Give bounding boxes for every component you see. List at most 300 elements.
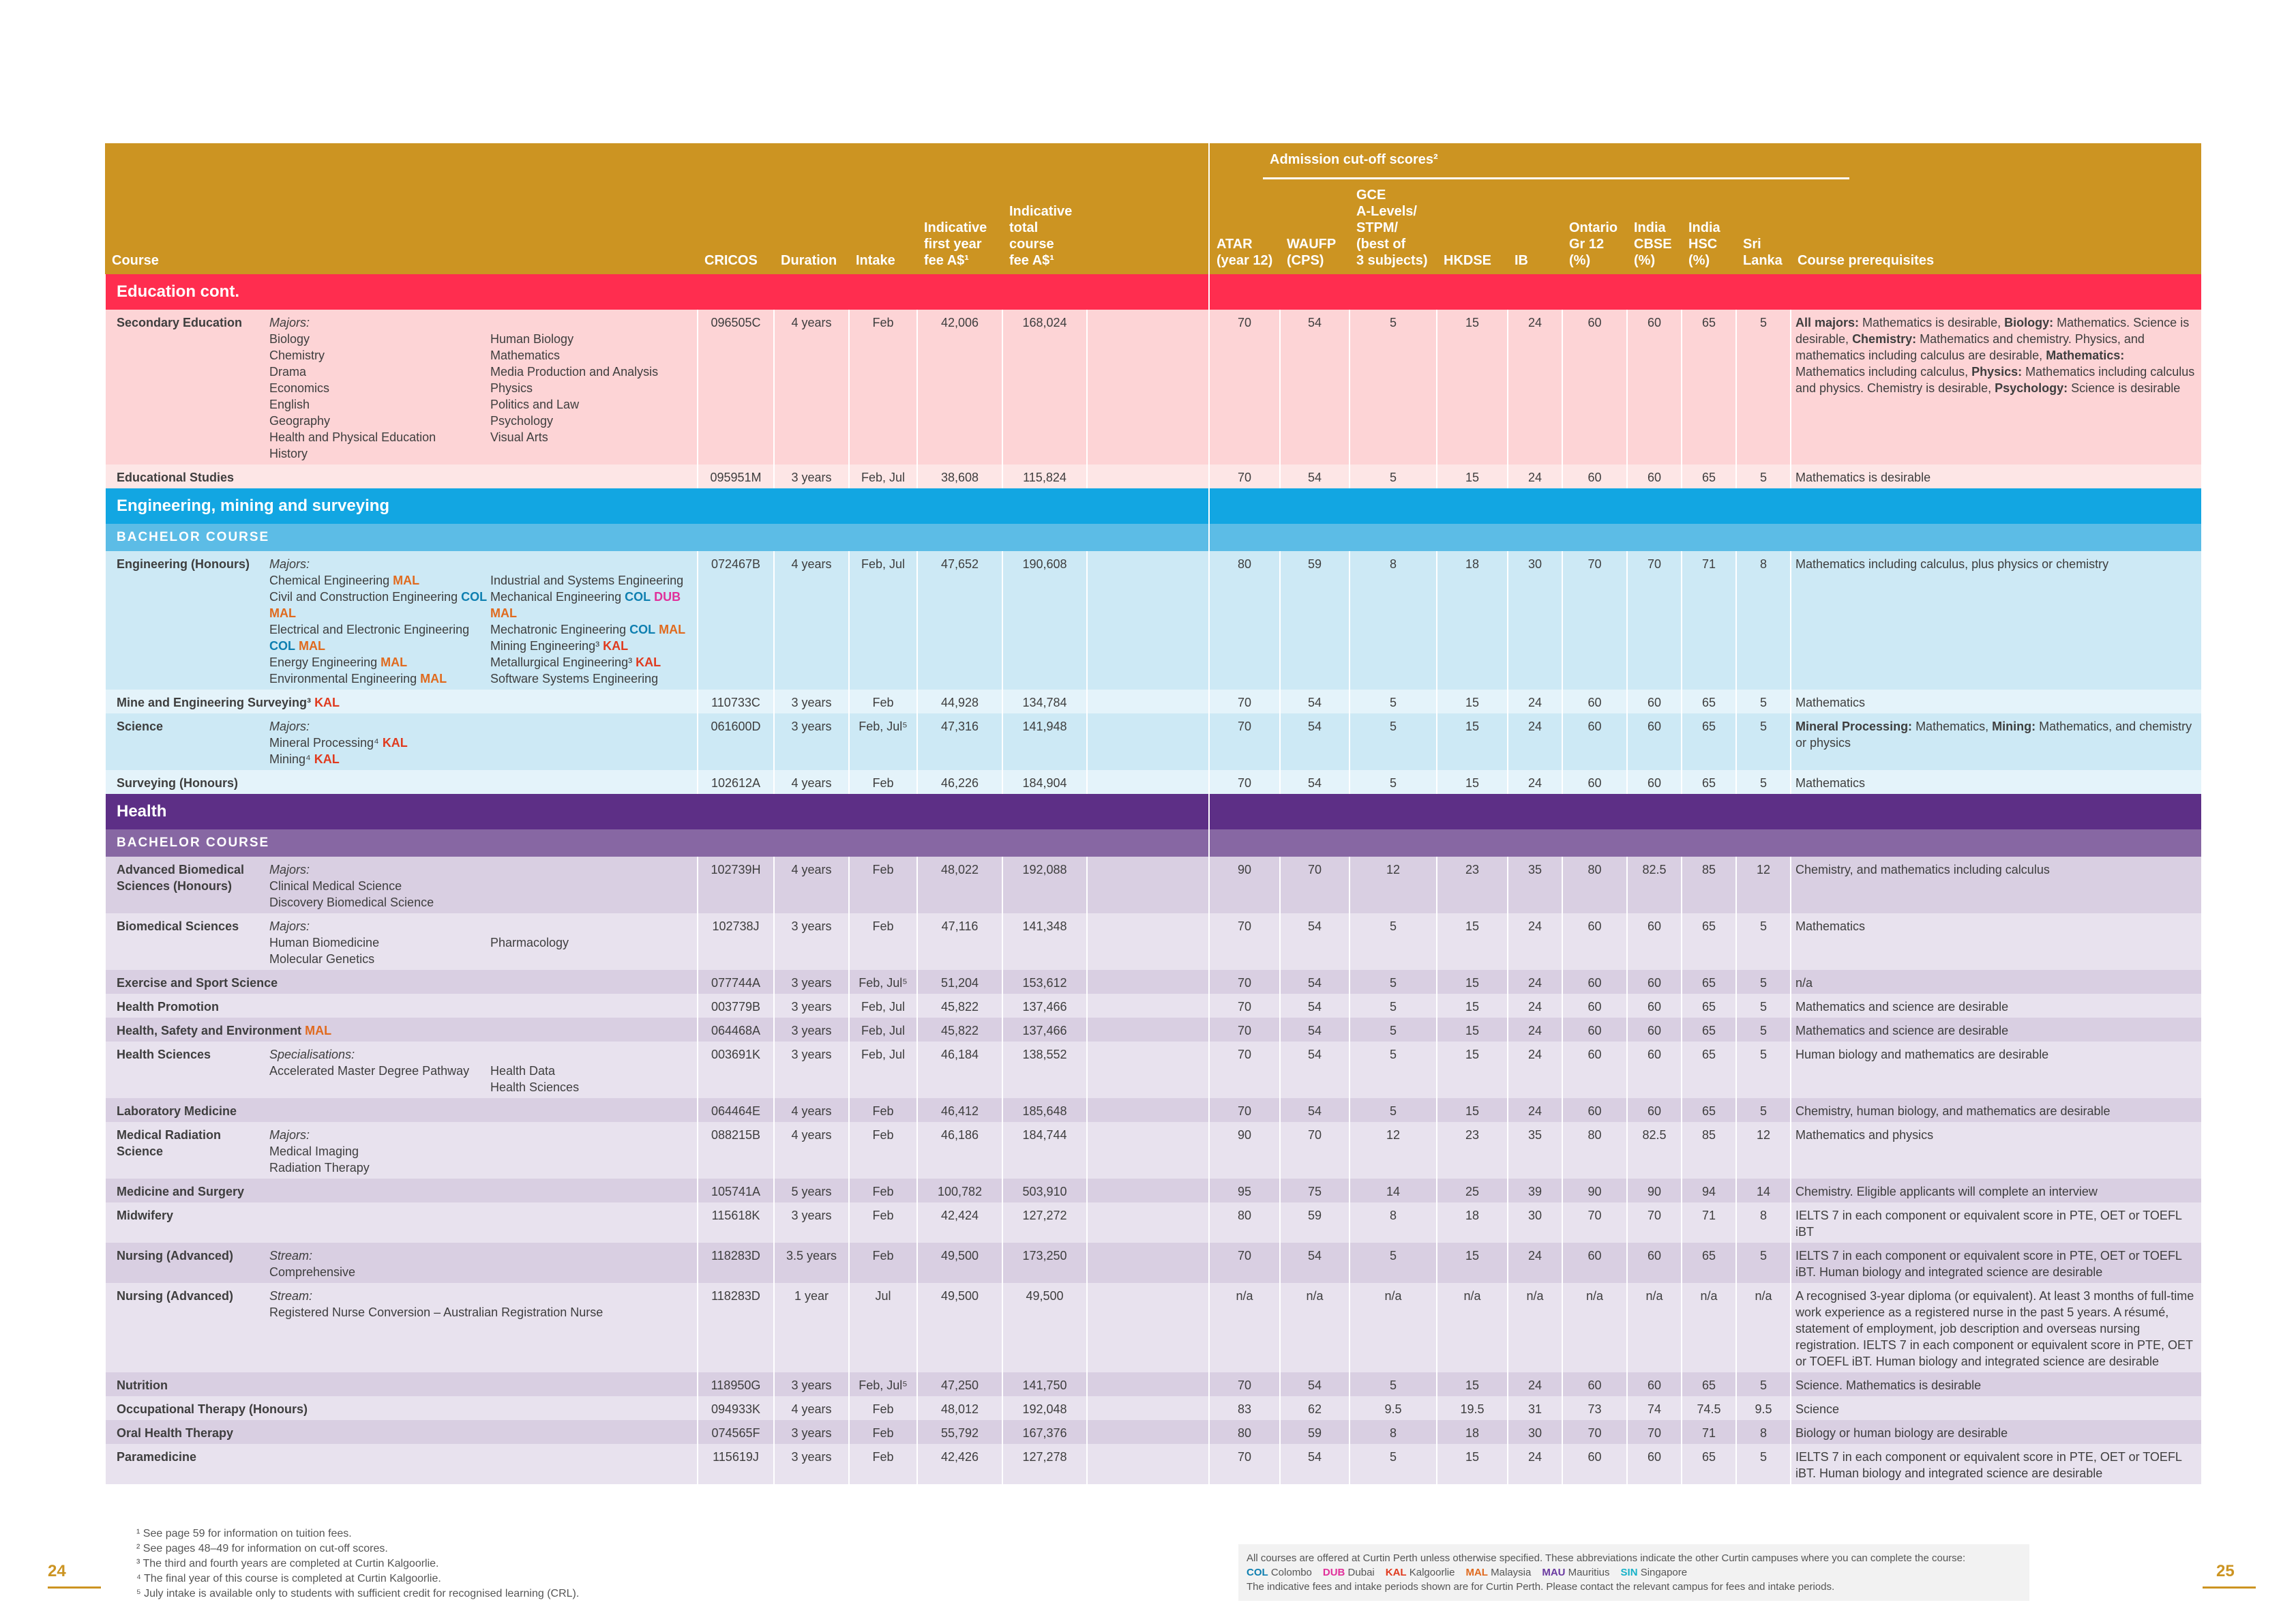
major-item xyxy=(269,751,488,767)
hkdse-score: 15 xyxy=(1437,713,1508,770)
srilanka-score: 5 xyxy=(1736,310,1791,464)
majors-label: Majors: xyxy=(269,316,310,329)
major-name: Mathematics xyxy=(490,349,561,362)
course-name-text: Mine and Engineering Surveying³ xyxy=(117,696,312,709)
campus-tag: COL xyxy=(269,639,295,653)
major-item xyxy=(490,380,695,396)
total-fee-cell: 168,024 xyxy=(1002,310,1087,464)
spacer-cell xyxy=(1087,1179,1209,1202)
gce-score: 5 xyxy=(1350,1372,1437,1396)
cbse-score: 60 xyxy=(1627,1042,1682,1098)
majors-col-b xyxy=(490,1063,695,1095)
course-cell xyxy=(105,1202,698,1243)
atar-score: 70 xyxy=(1209,913,1280,970)
major-item xyxy=(269,878,488,894)
major-item xyxy=(490,589,695,621)
major-item xyxy=(269,934,488,951)
ontario-score: 60 xyxy=(1562,970,1627,994)
footnote: ⁵ July intake is available only to students with sufficient credit for recognised learning (CRL). xyxy=(136,1588,580,1599)
subsection-bachelor: BACHELOR COURSE xyxy=(105,524,2201,551)
col-cbse: India CBSE (%) xyxy=(1627,143,1682,274)
cbse-score: 70 xyxy=(1627,1202,1682,1243)
ontario-score: 60 xyxy=(1562,310,1627,464)
first-fee-cell: 47,116 xyxy=(917,913,1002,970)
waufp-score: 54 xyxy=(1280,970,1350,994)
col-spacer xyxy=(1087,143,1209,274)
course-name-text: Science xyxy=(117,720,164,733)
course-name xyxy=(110,1183,693,1200)
course-name-text: Engineering (Honours) xyxy=(117,557,250,571)
total-fee-cell: 115,824 xyxy=(1002,464,1087,488)
page-number-left: 24 xyxy=(48,1562,66,1580)
course-name-text: Surveying (Honours) xyxy=(117,776,239,790)
prereq-cell: Chemistry, and mathematics including calculus xyxy=(1791,857,2201,913)
majors-col-b xyxy=(490,878,695,911)
srilanka-score: 5 xyxy=(1736,994,1791,1018)
duration-cell: 4 years xyxy=(774,1098,849,1122)
course-cell xyxy=(105,1444,698,1484)
waufp-score: 62 xyxy=(1280,1396,1350,1420)
total-fee-cell: 184,744 xyxy=(1002,1122,1087,1179)
col-prereq: Course prerequisites xyxy=(1791,143,2201,274)
atar-score: 70 xyxy=(1209,1042,1280,1098)
major-item xyxy=(269,1063,488,1079)
intake-cell: Feb xyxy=(849,857,917,913)
campus-tag: DUB xyxy=(1322,1567,1345,1578)
atar-score: 80 xyxy=(1209,1420,1280,1444)
hsc-score: 65 xyxy=(1682,970,1736,994)
intake-cell: Feb, Jul xyxy=(849,1018,917,1042)
atar-score: 70 xyxy=(1209,1018,1280,1042)
majors-label: Stream: xyxy=(269,1249,313,1263)
gce-score: 5 xyxy=(1350,690,1437,713)
course-name-text: Advanced Biomedical Sciences (Honours) xyxy=(117,863,245,893)
ontario-score: 80 xyxy=(1562,857,1627,913)
ontario-score: 60 xyxy=(1562,1018,1627,1042)
cbse-score: 70 xyxy=(1627,551,1682,690)
gce-score: 5 xyxy=(1350,1243,1437,1283)
srilanka-score: 5 xyxy=(1736,690,1791,713)
major-name: Environmental Engineering xyxy=(269,672,417,685)
ontario-score: 60 xyxy=(1562,1444,1627,1484)
duration-cell: 1 year xyxy=(774,1283,849,1372)
admission-label: Admission cut-off scores² xyxy=(1270,152,1438,167)
course-name xyxy=(110,775,693,791)
hsc-score: 74.5 xyxy=(1682,1396,1736,1420)
spacer-cell xyxy=(1087,994,1209,1018)
intake-cell: Feb xyxy=(849,310,917,464)
hsc-score: 65 xyxy=(1682,1042,1736,1098)
total-fee-cell: 141,348 xyxy=(1002,913,1087,970)
cricos-cell: 072467B xyxy=(698,551,774,690)
major-name: Mechanical Engineering xyxy=(490,590,622,604)
hkdse-score: 15 xyxy=(1437,1444,1508,1484)
majors-block xyxy=(265,1288,693,1320)
major-name: Medical Imaging xyxy=(269,1145,359,1158)
course-name-text: Health Promotion xyxy=(117,1000,220,1014)
campus-tag: MAL xyxy=(1465,1567,1488,1578)
first-fee-cell: 47,652 xyxy=(917,551,1002,690)
duration-cell: 3 years xyxy=(774,1372,849,1396)
prereq-cell: Science xyxy=(1791,1396,2201,1420)
course-cell xyxy=(105,857,698,913)
majors-grid xyxy=(269,572,695,687)
cbse-score: 90 xyxy=(1627,1179,1682,1202)
cricos-cell: 061600D xyxy=(698,713,774,770)
intake-cell: Feb xyxy=(849,1098,917,1122)
ontario-score: 80 xyxy=(1562,1122,1627,1179)
cricos-cell: 118950G xyxy=(698,1372,774,1396)
table-row xyxy=(105,1420,2201,1444)
prereq-cell: Chemistry. Eligible applicants will complete an interview xyxy=(1791,1179,2201,1202)
duration-cell: 3 years xyxy=(774,1420,849,1444)
course-name-text: Nutrition xyxy=(117,1378,168,1392)
table-row xyxy=(105,1243,2201,1283)
cbse-score: 60 xyxy=(1627,464,1682,488)
hsc-score: 65 xyxy=(1682,913,1736,970)
total-fee-cell: 184,904 xyxy=(1002,770,1087,794)
hsc-score: 65 xyxy=(1682,1018,1736,1042)
footnote: ¹ See page 59 for information on tuition fees. xyxy=(136,1528,352,1539)
ontario-score: 60 xyxy=(1562,464,1627,488)
gce-score: 9.5 xyxy=(1350,1396,1437,1420)
campus-tag: MAL xyxy=(659,623,686,636)
major-item xyxy=(490,364,695,380)
intake-cell: Feb, Jul xyxy=(849,1042,917,1098)
intake-cell: Feb, Jul⁵ xyxy=(849,970,917,994)
hsc-score: 65 xyxy=(1682,1372,1736,1396)
intake-cell: Jul xyxy=(849,1283,917,1372)
hkdse-score: 15 xyxy=(1437,1042,1508,1098)
major-item xyxy=(269,413,488,429)
course-cell xyxy=(105,1243,698,1283)
campus-tag: SIN xyxy=(1620,1567,1638,1578)
first-fee-cell: 45,822 xyxy=(917,1018,1002,1042)
table-row xyxy=(105,1042,2201,1098)
hsc-score: 65 xyxy=(1682,464,1736,488)
course-cell xyxy=(105,1098,698,1122)
duration-cell: 4 years xyxy=(774,1396,849,1420)
cricos-cell: 074565F xyxy=(698,1420,774,1444)
course-cell xyxy=(105,1122,698,1179)
srilanka-score: 5 xyxy=(1736,1098,1791,1122)
intake-cell: Feb xyxy=(849,690,917,713)
course-cell xyxy=(105,1018,698,1042)
first-fee-cell: 45,822 xyxy=(917,994,1002,1018)
majors-block xyxy=(265,556,695,687)
ontario-score: 73 xyxy=(1562,1396,1627,1420)
majors-col-a xyxy=(269,572,488,687)
intake-cell: Feb xyxy=(849,1243,917,1283)
gce-score: 12 xyxy=(1350,1122,1437,1179)
course-name-text: Health Sciences xyxy=(117,1048,211,1061)
spacer-cell xyxy=(1087,1372,1209,1396)
ontario-score: 70 xyxy=(1562,1202,1627,1243)
major-item xyxy=(269,670,488,687)
major-name: Mineral Processing⁴ xyxy=(269,736,379,750)
total-fee-cell: 190,608 xyxy=(1002,551,1087,690)
campus-legend xyxy=(1247,1565,2021,1580)
ib-score: 24 xyxy=(1508,970,1562,994)
duration-cell: 3 years xyxy=(774,994,849,1018)
major-name: Health and Physical Education xyxy=(269,430,436,444)
duration-cell: 3.5 years xyxy=(774,1243,849,1283)
course-name-text: Nursing (Advanced) xyxy=(117,1289,234,1303)
campus-name: Mauritius xyxy=(1568,1567,1610,1578)
total-fee-cell: 134,784 xyxy=(1002,690,1087,713)
prereq-text: Mathematics and chemistry. Physics, and mathematics including calculus are desirable, xyxy=(1795,332,2145,362)
course-name-text: Medical Radiation Science xyxy=(117,1128,222,1158)
table-row xyxy=(105,1372,2201,1396)
major-item xyxy=(269,396,488,413)
course-cell xyxy=(105,1396,698,1420)
gce-score: 5 xyxy=(1350,1018,1437,1042)
course-name xyxy=(110,314,265,462)
duration-cell: 3 years xyxy=(774,1202,849,1243)
campus-tag: COL xyxy=(629,623,656,636)
atar-score: 90 xyxy=(1209,857,1280,913)
duration-cell: 3 years xyxy=(774,913,849,970)
cbse-score: 60 xyxy=(1627,690,1682,713)
prereq-cell: IELTS 7 in each component or equivalent score in PTE, OET or TOEFL iBT. Human biology and integrated science are desirable xyxy=(1791,1444,2201,1484)
major-item xyxy=(490,347,695,364)
total-fee-cell: 127,278 xyxy=(1002,1444,1087,1484)
gce-score: 5 xyxy=(1350,713,1437,770)
ontario-score: 60 xyxy=(1562,770,1627,794)
waufp-score: 54 xyxy=(1280,1018,1350,1042)
hkdse-score: 15 xyxy=(1437,464,1508,488)
course-name xyxy=(110,1207,693,1224)
duration-cell: 3 years xyxy=(774,464,849,488)
intake-cell: Feb, Jul⁵ xyxy=(849,1372,917,1396)
cricos-cell: 088215B xyxy=(698,1122,774,1179)
spacer-cell xyxy=(1087,1283,1209,1372)
hkdse-score: 15 xyxy=(1437,690,1508,713)
duration-cell: 4 years xyxy=(774,857,849,913)
campus-tag: COL xyxy=(625,590,651,604)
ontario-score: 60 xyxy=(1562,913,1627,970)
hsc-score: 65 xyxy=(1682,310,1736,464)
table-row xyxy=(105,310,2201,464)
course-name-text: Health, Safety and Environment xyxy=(117,1024,302,1037)
footnote: ⁴ The final year of this course is completed at Curtin Kalgoorlie. xyxy=(136,1573,441,1584)
hkdse-score: 15 xyxy=(1437,994,1508,1018)
first-fee-cell: 47,250 xyxy=(917,1372,1002,1396)
waufp-score: 54 xyxy=(1280,994,1350,1018)
atar-score: 90 xyxy=(1209,1122,1280,1179)
intake-cell: Feb xyxy=(849,913,917,970)
campus-tag: MAL xyxy=(381,655,408,669)
course-name-text: Medicine and Surgery xyxy=(117,1185,245,1198)
major-name: Health Sciences xyxy=(490,1080,580,1094)
course-name xyxy=(110,861,265,911)
srilanka-score: 5 xyxy=(1736,1444,1791,1484)
campus-name: Dubai xyxy=(1347,1567,1375,1578)
table-row xyxy=(105,690,2201,713)
course-name xyxy=(110,1288,265,1320)
ib-score: 24 xyxy=(1508,1243,1562,1283)
ib-score: n/a xyxy=(1508,1283,1562,1372)
gce-score: 5 xyxy=(1350,1444,1437,1484)
atar-score: 70 xyxy=(1209,1243,1280,1283)
prereq-cell: Mathematics xyxy=(1791,770,2201,794)
majors-block xyxy=(265,1127,695,1176)
footnote: ³ The third and fourth years are completed at Curtin Kalgoorlie. xyxy=(136,1558,439,1569)
srilanka-score: 14 xyxy=(1736,1179,1791,1202)
total-fee-cell: 137,466 xyxy=(1002,994,1087,1018)
duration-cell: 3 years xyxy=(774,690,849,713)
duration-cell: 3 years xyxy=(774,970,849,994)
hkdse-score: 18 xyxy=(1437,1420,1508,1444)
prereq-cell: Mathematics and science are desirable xyxy=(1791,1018,2201,1042)
table-row xyxy=(105,994,2201,1018)
cricos-cell: 077744A xyxy=(698,970,774,994)
ib-score: 35 xyxy=(1508,1122,1562,1179)
ontario-score: 60 xyxy=(1562,1372,1627,1396)
stream-name: Comprehensive xyxy=(269,1265,356,1279)
major-name: Chemical Engineering xyxy=(269,574,390,587)
course-cell xyxy=(105,1042,698,1098)
first-fee-cell: 46,184 xyxy=(917,1042,1002,1098)
duration-cell: 4 years xyxy=(774,551,849,690)
cbse-score: 60 xyxy=(1627,713,1682,770)
table-row xyxy=(105,770,2201,794)
major-name: History xyxy=(269,447,308,460)
course-name xyxy=(110,1046,265,1095)
first-fee-cell: 46,186 xyxy=(917,1122,1002,1179)
col-duration: Duration xyxy=(774,143,849,274)
ib-score: 24 xyxy=(1508,1098,1562,1122)
major-name: Chemistry xyxy=(269,349,325,362)
cricos-cell: 102612A xyxy=(698,770,774,794)
first-fee-cell: 51,204 xyxy=(917,970,1002,994)
major-item xyxy=(269,1160,488,1176)
duration-cell: 5 years xyxy=(774,1179,849,1202)
atar-score: 80 xyxy=(1209,1202,1280,1243)
first-fee-cell: 46,412 xyxy=(917,1098,1002,1122)
majors-block xyxy=(265,1046,695,1095)
table-row xyxy=(105,1202,2201,1243)
prereq-cell: Mathematics and physics xyxy=(1791,1122,2201,1179)
ontario-score: 70 xyxy=(1562,1420,1627,1444)
ontario-score: 90 xyxy=(1562,1179,1627,1202)
ontario-score: 60 xyxy=(1562,713,1627,770)
course-name xyxy=(110,1401,693,1417)
cricos-cell: 064468A xyxy=(698,1018,774,1042)
total-fee-cell: 127,272 xyxy=(1002,1202,1087,1243)
srilanka-score: 5 xyxy=(1736,770,1791,794)
major-name: Metallurgical Engineering³ xyxy=(490,655,633,669)
spacer-cell xyxy=(1087,770,1209,794)
table-row xyxy=(105,1122,2201,1179)
waufp-score: 70 xyxy=(1280,1122,1350,1179)
major-item xyxy=(490,934,695,951)
table-row xyxy=(105,1283,2201,1372)
waufp-score: 54 xyxy=(1280,1042,1350,1098)
waufp-score: 54 xyxy=(1280,1243,1350,1283)
majors-block xyxy=(265,1247,693,1280)
table-row xyxy=(105,464,2201,488)
campus-entry xyxy=(1323,1567,1375,1578)
major-item xyxy=(269,380,488,396)
total-fee-cell: 192,048 xyxy=(1002,1396,1087,1420)
table-row xyxy=(105,1396,2201,1420)
hkdse-score: 23 xyxy=(1437,857,1508,913)
campus-name: Singapore xyxy=(1640,1567,1688,1578)
campus-tag: DUB xyxy=(654,590,681,604)
spacer-cell xyxy=(1087,1098,1209,1122)
atar-score: 83 xyxy=(1209,1396,1280,1420)
major-name: Civil and Construction Engineering xyxy=(269,590,458,604)
spacer-cell xyxy=(1087,1444,1209,1484)
campus-tag: KAL xyxy=(314,696,340,709)
spacer-cell xyxy=(1087,1122,1209,1179)
ontario-score: n/a xyxy=(1562,1283,1627,1372)
hsc-score: 71 xyxy=(1682,551,1736,690)
section-education: Education cont. xyxy=(105,274,2201,310)
intake-cell: Feb xyxy=(849,1420,917,1444)
majors-grid xyxy=(269,878,695,911)
gce-score: 5 xyxy=(1350,770,1437,794)
total-fee-cell: 173,250 xyxy=(1002,1243,1087,1283)
major-name: Mining Engineering³ xyxy=(490,639,600,653)
prereq-subject: Mathematics: xyxy=(2046,349,2125,362)
course-name xyxy=(110,1377,693,1393)
major-name: Software Systems Engineering xyxy=(490,672,659,685)
major-item xyxy=(269,894,488,911)
ib-score: 24 xyxy=(1508,1042,1562,1098)
prereq-subject: Mining: xyxy=(1992,720,2036,733)
ib-score: 24 xyxy=(1508,690,1562,713)
first-fee-cell: 42,426 xyxy=(917,1444,1002,1484)
table-row xyxy=(105,857,2201,913)
cricos-cell: 096505C xyxy=(698,310,774,464)
prereq-cell xyxy=(1791,310,2201,464)
waufp-score: 54 xyxy=(1280,770,1350,794)
course-cell xyxy=(105,464,698,488)
prereq-cell: Science. Mathematics is desirable xyxy=(1791,1372,2201,1396)
course-table xyxy=(104,143,2201,1484)
note-intro: All courses are offered at Curtin Perth unless otherwise specified. These abbreviations indicate the other Curtin campuses where you can complete the course: xyxy=(1247,1552,1966,1564)
prereq-subject: Physics: xyxy=(1971,365,2023,379)
spacer-cell xyxy=(1087,1202,1209,1243)
cbse-score: 60 xyxy=(1627,770,1682,794)
total-fee-cell: 503,910 xyxy=(1002,1179,1087,1202)
major-name: Mining⁴ xyxy=(269,752,311,766)
col-gce: GCE A-Levels/ STPM/ (best of 3 subjects) xyxy=(1350,143,1437,274)
atar-score: 70 xyxy=(1209,770,1280,794)
prereq-text: Mathematics, xyxy=(1912,720,1993,733)
course-name xyxy=(110,975,693,991)
campus-tag: COL xyxy=(1247,1567,1268,1578)
prereq-cell xyxy=(1791,713,2201,770)
cbse-score: 60 xyxy=(1627,1243,1682,1283)
major-name: Physics xyxy=(490,381,533,395)
hsc-score: 65 xyxy=(1682,1243,1736,1283)
majors-label: Specialisations: xyxy=(269,1048,355,1061)
atar-score: 70 xyxy=(1209,690,1280,713)
course-table-wrap xyxy=(104,143,2201,1484)
spacer-cell xyxy=(1087,551,1209,690)
first-fee-cell: 44,928 xyxy=(917,690,1002,713)
hsc-score: 65 xyxy=(1682,713,1736,770)
subsection-bachelor: BACHELOR COURSE xyxy=(105,829,2201,857)
gce-score: 14 xyxy=(1350,1179,1437,1202)
campus-entry xyxy=(1247,1567,1312,1578)
course-cell xyxy=(105,310,698,464)
cricos-cell: 115618K xyxy=(698,1202,774,1243)
course-name xyxy=(110,694,693,711)
